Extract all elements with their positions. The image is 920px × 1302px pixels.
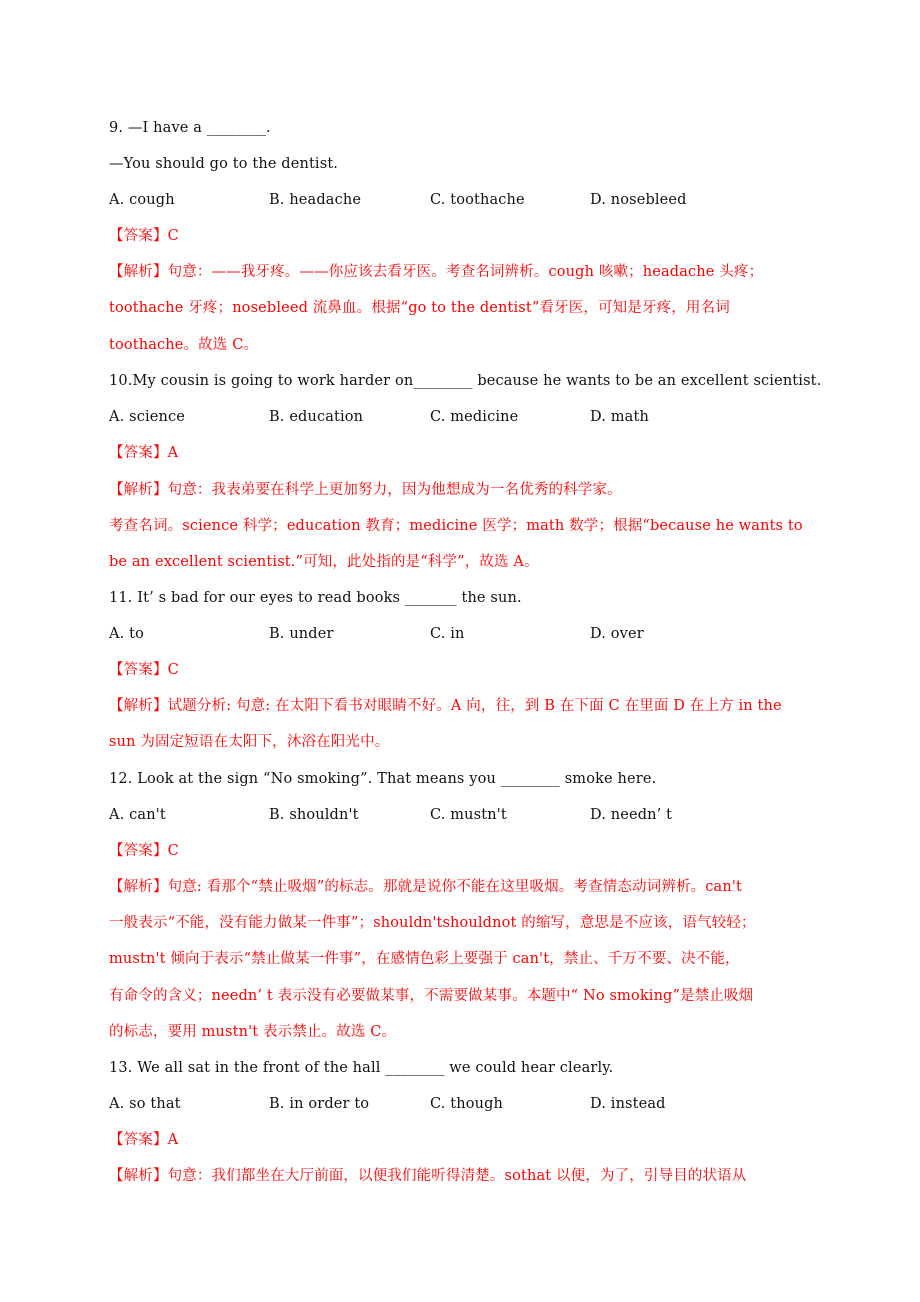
question-12-answer bbox=[109, 839, 179, 863]
analysis-label: 【解析】 bbox=[109, 879, 168, 895]
question-11-options bbox=[109, 622, 644, 646]
question-12-analysis-line3: mustn't 倾向于表示“禁止做某一件事”，在感情色彩上要强于 can't，禁止、千万不要、决不能， bbox=[109, 951, 740, 967]
question-9-analysis-line2: toothache 牙疼；nosebleed 流鼻血。根据“go to the dentist”看牙医，可知是牙疼，用名词 bbox=[109, 300, 730, 316]
option-b: B. under bbox=[269, 626, 334, 642]
analysis-text: 句意：我们都坐在大厅前面，以便我们能听得清楚。sothat 以便，为了，引导目的状语从 bbox=[167, 1168, 747, 1184]
question-10-analysis-line2: 考查名词。science 科学；education 教育；medicine 医学；math 数学；根据“because he wants to bbox=[109, 518, 803, 534]
option-b: B. headache bbox=[269, 192, 362, 208]
answer-label: 【答案】 bbox=[109, 843, 168, 859]
answer-label: 【答案】 bbox=[109, 662, 168, 678]
answer-label: 【答案】 bbox=[109, 228, 168, 244]
option-d: D. instead bbox=[590, 1096, 666, 1112]
analysis-text: 句意：我表弟要在科学上更加努力，因为他想成为一名优秀的科学家。 bbox=[167, 482, 622, 498]
option-d: D. needn’ t bbox=[590, 807, 673, 823]
option-d: D. math bbox=[590, 409, 649, 425]
analysis-label: 【解析】 bbox=[109, 264, 168, 280]
question-12-analysis-line4: 有命令的含义；needn’ t 表示没有必要做某事，不需要做某事。本题中“ No smoking”是禁止吸烟 bbox=[109, 988, 754, 1004]
option-b: B. education bbox=[269, 409, 364, 425]
option-a: A. can't bbox=[109, 807, 166, 823]
question-11-analysis-line2: sun 为固定短语在太阳下，沐浴在阳光中。 bbox=[109, 734, 390, 750]
question-10-options bbox=[109, 405, 649, 429]
option-a: A. so that bbox=[109, 1096, 181, 1112]
question-10-analysis-line3: be an excellent scientist.”可知，此处指的是“科学”，故选 A。 bbox=[109, 554, 539, 570]
question-10-stem: 10.My cousin is going to work harder on________ because he wants to be an excellent scientist. bbox=[109, 373, 822, 389]
question-9-stem: 9. —I have a ________. bbox=[109, 120, 271, 136]
question-12-analysis-line2: 一般表示“不能，没有能力做某一件事”；shouldn'tshouldnot 的缩写，意思是不应该，语气较轻； bbox=[109, 915, 756, 931]
question-12-stem: 12. Look at the sign “No smoking”. That means you ________ smoke here. bbox=[109, 771, 657, 787]
question-13-stem: 13. We all sat in the front of the hall ________ we could hear clearly. bbox=[109, 1060, 614, 1076]
option-c: C. mustn't bbox=[430, 807, 507, 823]
question-9-analysis-line1 bbox=[109, 260, 763, 284]
analysis-label: 【解析】 bbox=[109, 482, 168, 498]
question-9-options bbox=[109, 188, 687, 212]
question-12-analysis-line5: 的标志，要用 mustn't 表示禁止。故选 C。 bbox=[109, 1024, 397, 1040]
question-13-analysis-line1 bbox=[109, 1164, 746, 1188]
analysis-text: 句意：——我牙疼。——你应该去看牙医。考查名词辨析。cough 咳嗽；headache 头疼； bbox=[167, 264, 764, 280]
question-9-stem-line2: —You should go to the dentist. bbox=[109, 156, 339, 172]
question-10-answer bbox=[109, 441, 178, 465]
answer-value: A bbox=[167, 1132, 179, 1148]
answer-value: C bbox=[167, 228, 179, 244]
question-12-options bbox=[109, 803, 673, 827]
question-11-analysis-line1 bbox=[109, 694, 782, 718]
option-d: D. nosebleed bbox=[590, 192, 687, 208]
answer-label: 【答案】 bbox=[109, 1132, 168, 1148]
option-a: A. cough bbox=[109, 192, 175, 208]
option-b: B. in order to bbox=[269, 1096, 370, 1112]
analysis-text: 句意: 看那个“禁止吸烟”的标志。那就是说你不能在这里吸烟。考查情态动词辨析。can't bbox=[167, 879, 742, 895]
option-c: C. medicine bbox=[430, 409, 519, 425]
analysis-label: 【解析】 bbox=[109, 698, 168, 714]
option-a: A. to bbox=[109, 626, 144, 642]
answer-value: A bbox=[167, 445, 179, 461]
option-b: B. shouldn't bbox=[269, 807, 359, 823]
question-10-analysis-line1 bbox=[109, 478, 622, 502]
question-11-stem: 11. It’ s bad for our eyes to read books _______ the sun. bbox=[109, 590, 522, 606]
option-d: D. over bbox=[590, 626, 644, 642]
option-c: C. toothache bbox=[430, 192, 525, 208]
question-13-options bbox=[109, 1092, 666, 1116]
question-9-answer bbox=[109, 224, 179, 248]
answer-value: C bbox=[167, 662, 179, 678]
answer-label: 【答案】 bbox=[109, 445, 168, 461]
question-13-answer bbox=[109, 1128, 178, 1152]
analysis-label: 【解析】 bbox=[109, 1168, 168, 1184]
question-11-answer bbox=[109, 658, 179, 682]
option-c: C. though bbox=[430, 1096, 504, 1112]
answer-value: C bbox=[167, 843, 179, 859]
option-a: A. science bbox=[109, 409, 186, 425]
question-12-analysis-line1 bbox=[109, 875, 742, 899]
option-c: C. in bbox=[430, 626, 465, 642]
analysis-text: 试题分析: 句意: 在太阳下看书对眼睛不好。A 向，往，到 B 在下面 C 在里面 D 在上方 in the bbox=[167, 698, 782, 714]
question-9-analysis-line3: toothache。故选 C。 bbox=[109, 337, 259, 353]
